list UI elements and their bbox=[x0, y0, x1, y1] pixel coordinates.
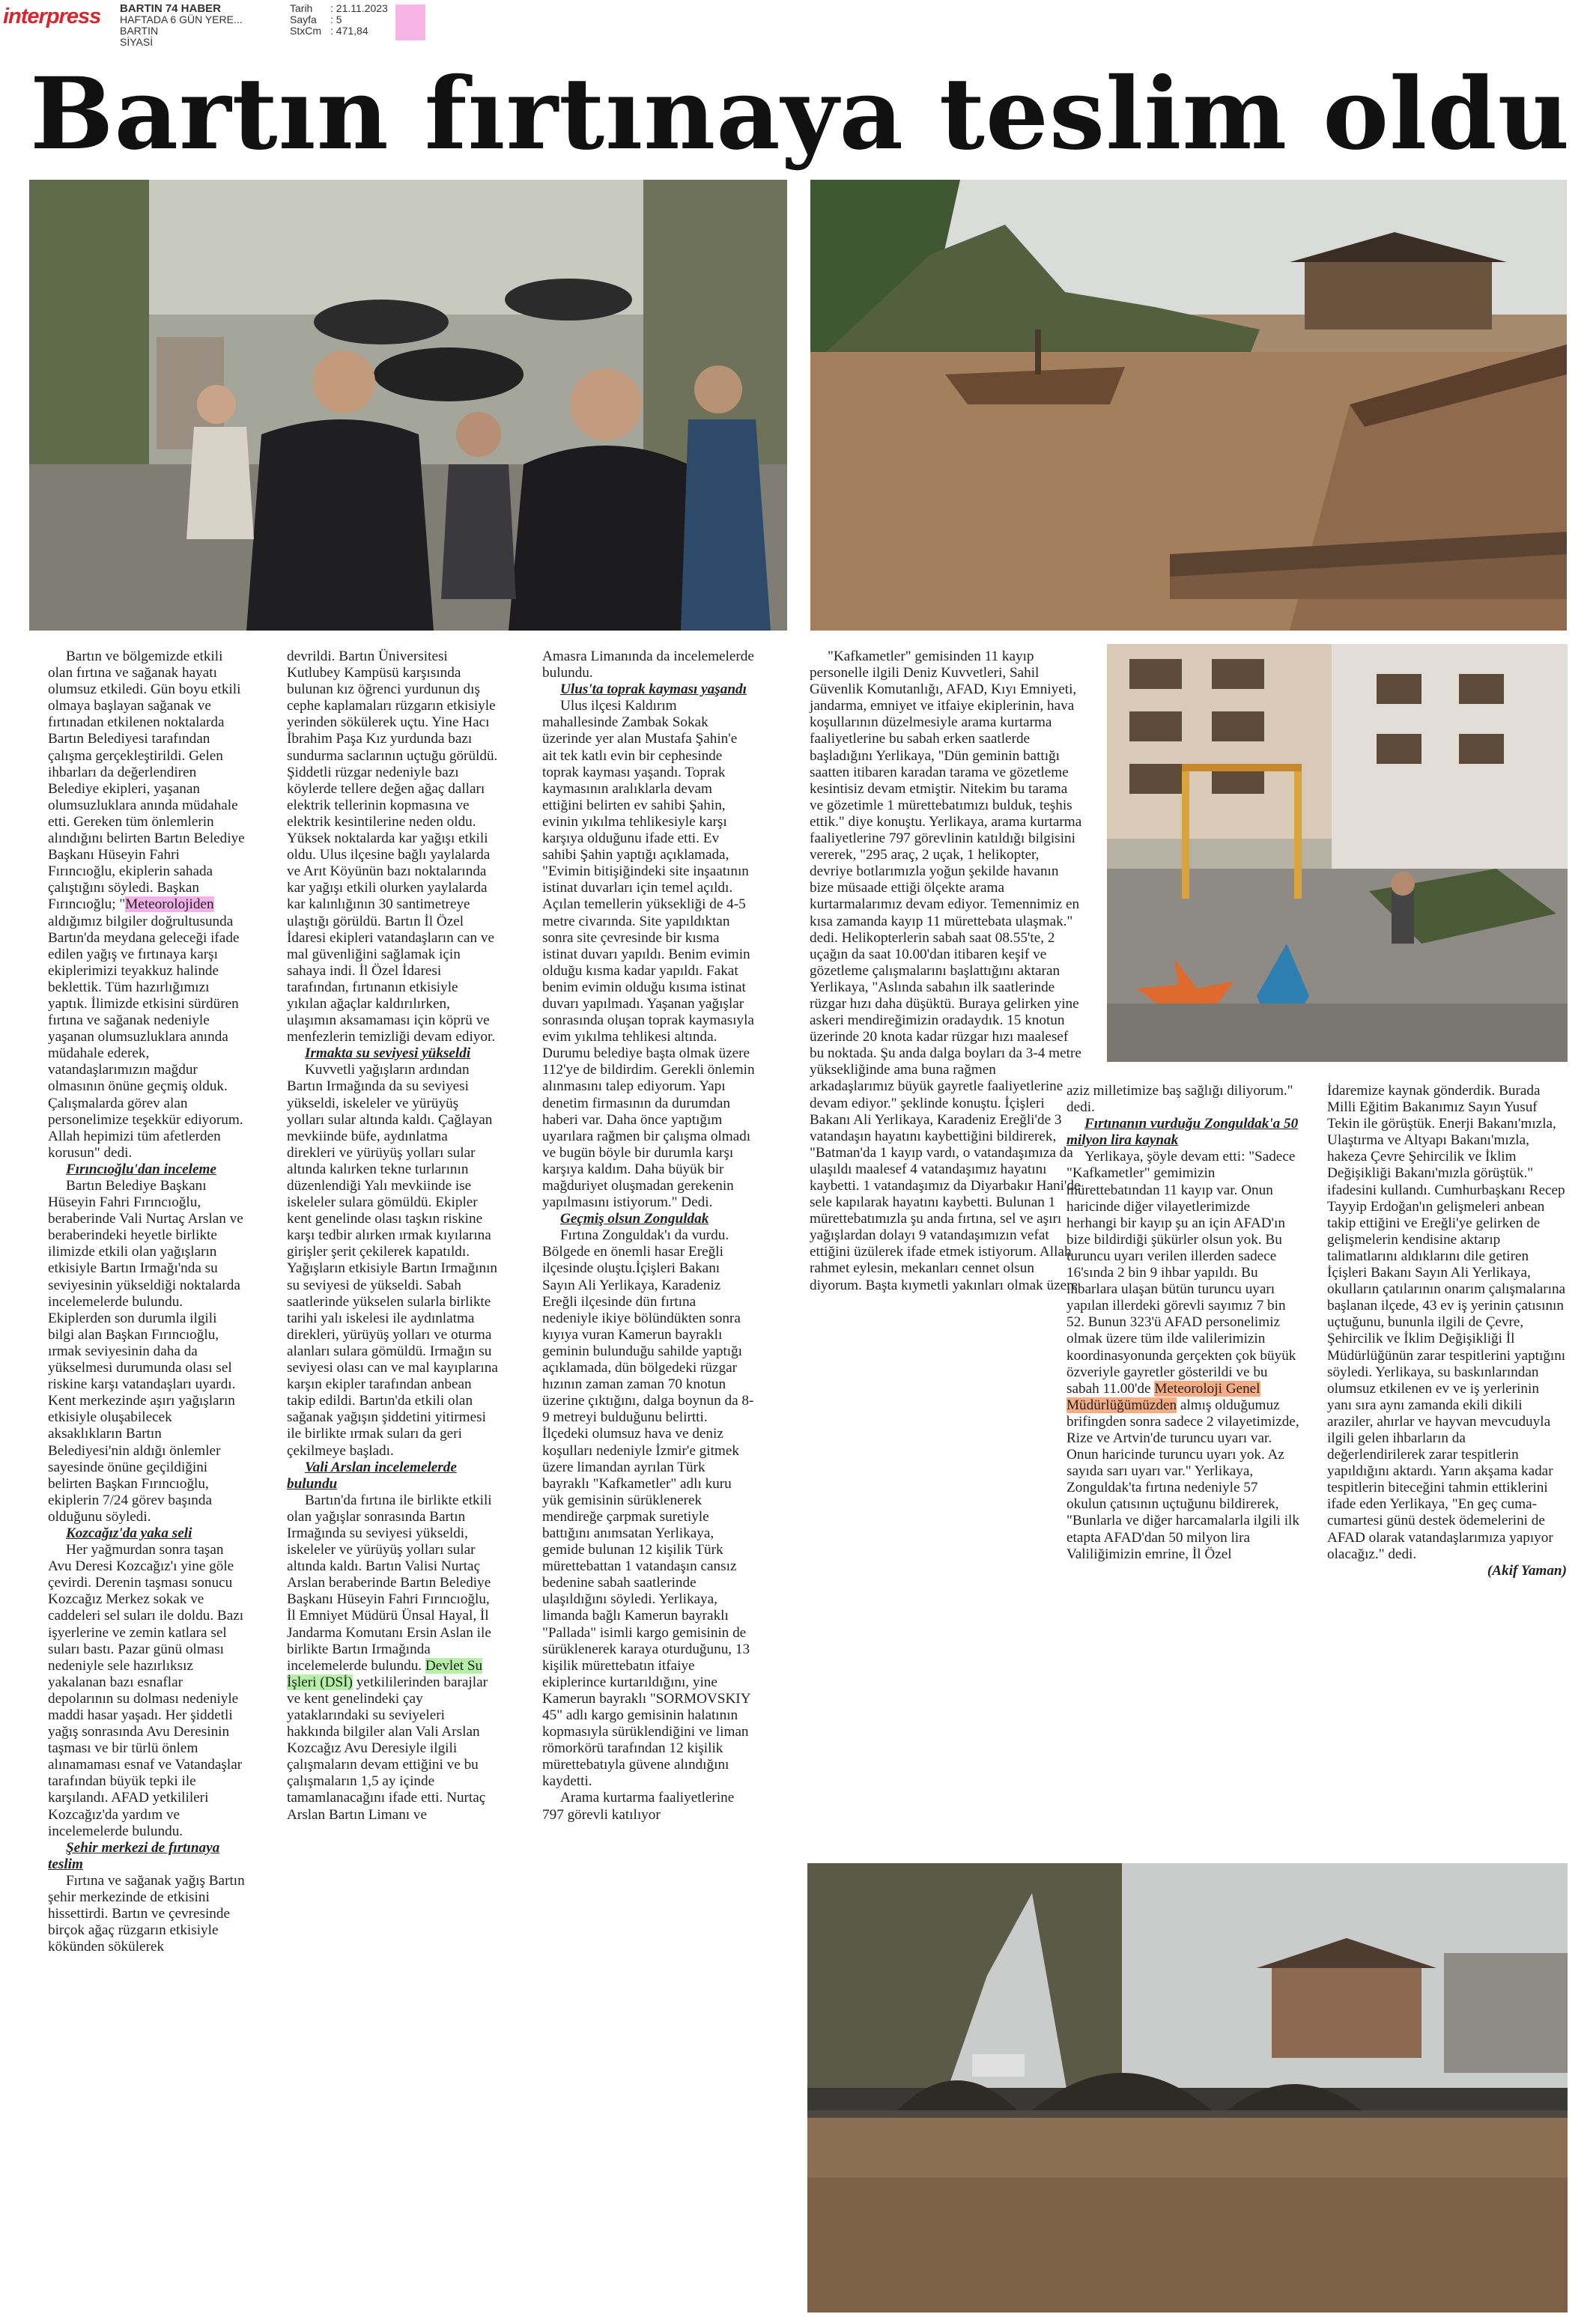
subheading: Irmakta su seviyesi yükseldi bbox=[305, 1045, 471, 1062]
subheading: Fırıncıoğlu'dan inceleme bbox=[66, 1161, 216, 1177]
article-paragraph: yetkililerinden barajlar ve kent genelindeki çay yataklarındaki su seviyeleri hakkında bilgiler alan Vali Arslan Kozcağız Avu Deresiyle ilgili çalışmaların devam ettiğini ve bu çalışmaların 1,5 ay içinde tamamlanacağını ifade etti. Nurtaç Arslan Bartın Limanı ve bbox=[287, 1674, 488, 1823]
article-paragraph: Bartın ve bölgemizde etkili olan fırtına ve sağanak hayatı olumsuz etkiledi. Gün boyu etkili olmaya başlayan sağanak ve fırtınadan etkilenen noktalarda Bartın Belediyesi tarafından çalışma gerçekleştirildi. Gelen ihbarları da değerlendiren Belediye ekipleri, yaşanan olumsuzluklara anında müdahale etti. Gereken tüm önlemlerin alındığını belirten Bartın Belediye Başkanı Hüseyin Fahri Fırıncıoğlu, ekiplerin sahada çalıştığını söyledi. Başkan Fırıncıoğlu; " bbox=[48, 649, 245, 913]
interpress-logo: interpress bbox=[3, 4, 101, 28]
clipping-header bbox=[0, 0, 1596, 52]
meta-stcm: StxCm : 471,84 bbox=[290, 25, 368, 37]
article-paragraph: Bartın'da fırtına ile birlikte etkili olan yağışlar sonrasında Bartın Irmağında su seviyesi yükseldi, iskeleler ve yürüyüş yolları sular altında kaldı. Bartın Valisi Nurtaç Arslan beraberinde Bartın Belediye Başkanı Hüseyin Fahri Fırıncıoğlu, İl Emniyet Müdürü Ünsal Hayal, İl Jandarma Komutanı Ersin Aslan ile birlikte Bartın Irmağında incelemelerde bulundu. bbox=[287, 1492, 492, 1674]
highlight-keyword: Meteoroloji Genel Müdürlüğümüzden bbox=[1066, 1380, 1260, 1413]
subheading: Şehir merkezi de fırtınaya teslim bbox=[48, 1839, 220, 1872]
publication-city: BARTIN bbox=[120, 25, 159, 37]
article-paragraph: aldığımız bilgiler doğrultusunda Bartın'da meydana geleceği ifade edilen yağış ve fırtınaya karşı ekiplerimizi teyakkuz halinde beklettik. Tüm hazırlığımızı yaptık. İlimizde etkisini sürdüren fırtına ve sağanak nedeniyle yaşanan olumsuzluklara anında müdahale ederek, vatandaşlarımızın mağdur olmasının önüne geçmiş olduk. Çalışmalarda görev alan personelimize teşekkür ediyorum. Allah hepimizi tüm afetlerden korusun" dedi. bbox=[48, 913, 243, 1161]
headline: Bartın fırtınaya teslim oldu bbox=[30, 56, 1571, 172]
article-paragraph: İdaremize kaynak gönderdik. Burada Milli Eğitim Bakanımız Sayın Yusuf Tekin ile görüştük. Enerji Bakanı'mızla, Ulaştırma ve Altyapı Bakanı'mızla, hakeza Çevre Şehircilik ve İklim Değişikliği Bakanı'mızla görüştük." ifadesini kullandı. Cumhurbaşkanı Recep Tayyip Erdoğan'ın gelişmeleri anbean takip ettiğini ve Ereğli'ye gelirken de gelişmelerin kendisine aktarıp talimatlarını aldıklarını dile getiren İçişleri Bakanı Sayın Ali Yerlikaya, okulların çatılarının onarım çalışmalarına başlanan ilçede, 43 ev iş yerinin çatısının uçtuğunu, bununla ilgili de Çevre, Şehircilik ve İklim Değişikliği İl Müdürlüğünün zarar tespitlerini yaptığını söyledi. Yerlikaya, su baskınlarından olumsuz etkilenen ev ve iş yerlerinin yanı sıra aynı zamanda ekili dikili araziler, ahırlar ve hayvan mevcuduyla ilgili gelen ihbarların da değerlendirilerek zarar tespitlerin yapıldığını aktardı. Yarın akşama kadar tespitlerin biteceğini tahmin ettiklerini ifade eden Yerlikaya, "En geç cuma-cumartesi günü destek ödemelerini de AFAD olarak vatandaşlarımıza yapıyor olacağız." dedi. bbox=[1327, 1083, 1566, 1562]
clipping-meta bbox=[290, 3, 388, 37]
article-paragraph: Fırtına ve sağanak yağış Bartın şehir merkezinde de etkisini hissettirdi. Bartın ve çevresinde birçok ağaç rüzgarın etkisiyle kökünden sökülerek bbox=[48, 1872, 245, 1955]
article-paragraph: aziz milletimize baş sağlığı diliyorum." dedi. bbox=[1066, 1083, 1293, 1116]
meta-page: Sayfa : 5 bbox=[290, 13, 342, 25]
column-3 bbox=[542, 649, 755, 1823]
publication-frequency: HAFTADA 6 GÜN YERE... bbox=[120, 13, 243, 25]
photo-flooded-river bbox=[810, 180, 1567, 631]
article-paragraph: Arama kurtarma faaliyetlerine 797 görevli katılıyor bbox=[542, 1790, 735, 1823]
article-paragraph: Yerlikaya, şöyle devam etti: "Sadece "Kafkametler" gemimizin mürettebatından 11 kayıp var. Onun haricinde diğer vilayetlerimizde herhangi bir kayıp şu an için AFAD'ın bize bildirdiği şükürler olsun yok. Bu turuncu uyarı verilen illerden sadece 16'sında 2 bin 9 ihbar yapıldı. Bu ihbarlara ulaşan bütün turuncu uyarı yapılan illerdeki görevli sayımız 7 bin 52. Bunun 323'ü AFAD personelimiz olmak üzere tüm ilde valilerimizin koordinasyonunda gerçekten çok büyük özveriyle gayretler gösterildi ve bu sabah 11.00'de bbox=[1066, 1149, 1296, 1397]
photo-officials-umbrellas bbox=[29, 180, 787, 631]
article-paragraph: Fırtına Zonguldak'ı da vurdu. Bölgede en önemli hasar Ereğli ilçesinde oluştu.İçişleri Bakanı Sayın Ali Yerlikaya, Karadeniz Ereğli ilçesinde dün fırtına nedeniyle ikiye bölündükten sonra kıyıya vuran Kamerun bayraklı geminin bulunduğu sahilde yaptığı açıklamada, dün bölgedeki rüzgar hızının zaman zaman 70 knotun üzerine çıktığını, dalga boynun da 8-9 metreyi bulduğunu belirtti. İlçedeki olumsuz hava ve deniz koşulları nedeniyle İzmir'e gitmek üzere limandan ayrılan Türk bayraklı "Kafkametler" adlı kuru yük gemisinin sürüklenerek mendireğe çarpmak suretiyle battığını anımsatan Yerlikaya, gemide bulunan 12 kişilik Türk mürettebattan 1 vatandaşın cansız bedenine sabah saatlerinde ulaşıldığını söyledi. Yerlikaya, limanda bağlı Kamerun bayraklı "Pallada" isimli kargo gemisinin de sürüklenerek karaya oturduğunu, 13 kişilik mürettebatın itfaiye ekiplerince kurtarıldığını, yine Kamerun bayraklı "SORMOVSKIY 45" adlı kargo gemisinin halatının kopmasıyla sürüklendiğini ve liman römorkörü tarafından 12 kişilik mürettebatıyla güvene alındığını kaydetti. bbox=[542, 1227, 754, 1790]
photo-playground-fallen-tree bbox=[1107, 644, 1568, 1062]
highlight-keyword: Devlet Su İşleri (DSİ) bbox=[287, 1657, 483, 1690]
article-paragraph: almış olduğumuz brifingden sonra sadece 2 vilayetimizde, Rize ve Artvin'de turuncu uyarı var. Onun haricinde turuncu uyarı yok. Az sayıda sarı uyarı var." Yerlikaya, Zonguldak'ta fırtına nedeniyle 57 okulun çatısının uçtuğunu bildirerek, "Bunlarla ve diğer harcamalarla ilgili ilk etapta AFAD'dan 50 milyon lira Valiliğimizin emrine, İl Özel bbox=[1066, 1397, 1299, 1562]
color-marker bbox=[395, 4, 425, 40]
subheading: Geçmiş olsun Zonguldak bbox=[560, 1211, 709, 1227]
column-1 bbox=[48, 649, 246, 1955]
column-6 bbox=[1327, 1083, 1567, 1579]
meta-date: Tarih : 21.11.2023 bbox=[290, 2, 388, 14]
byline: (Akif Yaman) bbox=[1487, 1562, 1567, 1579]
article-paragraph: Ulus ilçesi Kaldırım mahallesinde Zambak Sokak üzerinde yer alan Mustafa Şahin'e ait tek katlı evin bir cephesinde toprak kayması yaşandı. Toprak kaymasının aralıklarla devam ettiğini belirten ev sahibi Şahin, evinin yıkılma tehlikesiyle karşı karşıya olduğunu ifade etti. Ev sahibi Şahin yaptığı açıklamada, "Evimin bitişiğindeki site inşaatının istinat duvarları için temel açıldı. Açılan temellerin yüksekliği de 4-5 metre civarında. Site yapıldıktan sonra site çevresinde bir kısma istinat duvarı yapıldı. Benim evimin olduğu kısma kadar yapıldı. Fakat benim evimin olduğu kısıma istinat duvarı yapılmadı. Yaşanan yağışlar sonrasında oluşan toprak kaymasıyla evim yıkılma tehlikesi altında. Durumu belediye başta olmak üzere 112'ye de bildirdim. Gerekli önlemin alınmasını talep ediyorum. Yapı denetim firmasının da durumdan haberi var. Daha önce yaptığım uyarılara rağmen bir çalışma olmadı ve bugün böyle bir durumla karşı karşıya kaldım. Daha büyük bir mağduriyet oluşmadan gerekenin yapılmasını istiyorum." Dedi. bbox=[542, 698, 755, 1211]
article-paragraph: Her yağmurdan sonra taşan Avu Deresi Kozcağız'ı yine göle çevirdi. Derenin taşması sonucu Kozcağız Merkez sokak ve caddeleri sel suları ile doldu. Bazı işyerlerine ve zemin katlara sel suları bastı. Pazar günü olması nedeniyle sele hazırlıksız yakalanan bazı esnaflar depolarının su dolması nedeniyle maddi hasar yaşadı. Her şiddetli yağış sonrasında Avu Deresinin taşması ve bir türlü önlem alınamaması esnaf ve Vatandaşlar tarafından büyük tepki ile karşılandı. AFAD yetkilileri Kozcağız'da yardım ve incelemelerde bulundu. bbox=[48, 1542, 244, 1839]
subheading: Kozcağız'da yaka seli bbox=[66, 1525, 192, 1541]
article-paragraph: "Kafkametler" gemisinden 11 kayıp personelle ilgili Deniz Kuvvetleri, Sahil Güvenlik Komutanlığı, AFAD, Kıyı Emniyeti, jandarma, emniyet ve itfaiye ekiplerinin, hava koşullarının düzelmesiyle arama kurtarma faaliyetlerine bu sabah erken saatlerde başladığını Yerlikaya, "Dün geminin battığı saatten itibaren karadan tarama ve gözetleme kesintisiz devam etmiştir. Nitekim bu tarama ve gözetimle 1 mürettebatımızı bulduk, teşhis ettik." diye konuştu. Yerlikaya, arama kurtarma faaliyetlerine 797 görevlinin katıldığı bilgisini vererek, "295 araç, 2 uçak, 1 helikopter, devriye botlarımızla yoğun şekilde havanın bize müsaade ettiği ölçekte arama kurtarmalarımız devam ediyor. Temennimiz en kısa zamanda kayıp 11 mürettebata ulaşmak." dedi. Helikopterlerin sabah saat 08.55'te, 2 uçağın da saat 10.00'dan itibaren keşif ve gözetleme çalışmalarını başlattığını aktaran Yerlikaya, "Aslında sabahın ilk saatlerinde rüzgar hızı daha düşüktü. Buraya gelirken yine askeri mendireğimizin oradaydık. 15 knotun üzerinde 20 knota kadar rüzgar hızı maalesef bu noktada. Şu anda dalga boyları da 3-4 metre yüksekliğinde ama buna rağmen arkadaşlarımız büyük gayretle faaliyetlerine devam ediyor." şeklinde konuştu. İçişleri Bakanı Ali Yerlikaya, Karadeniz Ereğli'de 3 vatandaşın hayatını kaybettiğini bildirerek, "Batman'da 1 kayıp vardı, o vatandaşımıza da ulaşıldı maalesef 4 vatandaşımız hayatını kaybetti. 1 vatandaşımız da Diyarbakır Hani'de sele kapılarak hayatını kaybetti. Bulunan 1 mürettebatımızla şu anda fırtına, sel ve aşırı yağışlardan dolayı 9 vatandaşımızın vefat ettiğini üzülerek ifade etmek istiyorum. Allah rahmet eylesin, mekanları cennet olsun diyorum. Başta kıymetli yakınları olmak üzere bbox=[810, 649, 1082, 1293]
article-paragraph: devrildi. Bartın Üniversitesi Kutlubey Kampüsü karşısında bulunan kız öğrenci yurdunun dış cephe kaplamaları rüzgarın etkisiyle yerinden sökülerek uçtu. Yine Hacı İbrahim Paşa Kız yurdunda bazı sundurma saclarının uçtuğu görüldü. Şiddetli rüzgar nedeniyle bazı köylerde tellere değen ağaç dalları elektrik tellerinin kopmasına ve elektrik kesintilerine neden oldu. Yüksek noktalarda kar yağışı etkili oldu. Ulus ilçesine bağlı yaylalarda ve Arıt Köyünün bazı noktalarında kar yağışı etkili olurken yaylalarda kar kalınlığının 30 santimetreye ulaştığı görüldü. Bartın İl Özel İdaresi ekipleri vatandaşların can ve mal güvenliğini sağlamak için sahaya indi. İl Özel İdaresi tarafından, fırtınanın etkisiyle yıkılan ağaçlar kaldırılırken, ulaşımın aksamaması için köprü ve menfezlerin temizliği devam ediyor. bbox=[287, 649, 498, 1045]
subheading: Fırtınanın vurduğu Zonguldak'a 50 milyon lira kaynak bbox=[1066, 1116, 1299, 1149]
highlight-keyword: Meteorolojiden bbox=[125, 896, 214, 913]
subheading: Vali Arslan incelemelerde bulundu bbox=[287, 1459, 457, 1492]
publication-name: BARTIN 74 HABER bbox=[120, 2, 222, 15]
column-4 bbox=[810, 649, 1083, 1294]
article-paragraph: Amasra Limanında da incelemelerde bulundu. bbox=[542, 649, 754, 681]
photo-stone-bridge bbox=[807, 1863, 1568, 2313]
article-paragraph: Bartın Belediye Başkanı Hüseyin Fahri Fırıncıoğlu, beraberinde Vali Nurtaç Arslan ve beraberindeki heyetle birlikte ilimizde etkili olan yağışların etkisiyle Bartın Irmağı'nda su seviyesinin yükseldiği noktalarda incelemelerde bulundu. Ekiplerden son durumla ilgili bilgi alan Başkan Fırıncıoğlu, ırmak seviyesinin daha da yükselmesi durumunda olası sel riskine karşı vatandaşları uyardı. Kent merkezinde aşırı yağışların etkisiyle oluşabilecek aksaklıkların Bartın Belediyesi'nin aldığı önlemler sayesinde önüne geçildiğini belirten Başkan Fırıncıoğlu, ekiplerin 7/24 görev başında olduğunu söyledi. bbox=[48, 1178, 243, 1525]
column-2 bbox=[287, 649, 500, 1823]
publication-info bbox=[120, 3, 243, 48]
subheading: Ulus'ta toprak kayması yaşandı bbox=[560, 681, 747, 698]
article-paragraph: Kuvvetli yağışların ardından Bartın Irmağında da su seviyesi yükseldi, iskeleler ve yürüyüş yolları sular altında kaldı. Çağlayan mevkiinde büfe, aydınlatma direkleri ve yürüyüş yolları sular altında kalırken tekne turlarının düzenlendiği Yalı mevkiinde ise iskeleler sulara gömüldü. Ekipler kent genelinde olası taşkın riskine karşı tedbir alırken ırmak kıyılarına girişler şerit çekilerek kapatıldı. Yağışların etkisiyle Bartın Irmağının su seviyesi de yükseldi. Sabah saatlerinde yükselen sularla birlikte tarihi yalı iskelesi ile aydınlatma direkleri, yürüyüş yolları ve oturma alanları sulara gömüldü. Irmağın su seviyesi olası can ve mal kayıplarına karşın ekipler tarafından anbean takip edildi. Bartın'da etkili olan sağanak yağışın şiddetini yitirmesi ile birlikte ırmak suları da geri çekilmeye başladı. bbox=[287, 1062, 498, 1459]
column-5 bbox=[1066, 1083, 1300, 1563]
publication-category: SİYASİ bbox=[120, 36, 154, 48]
